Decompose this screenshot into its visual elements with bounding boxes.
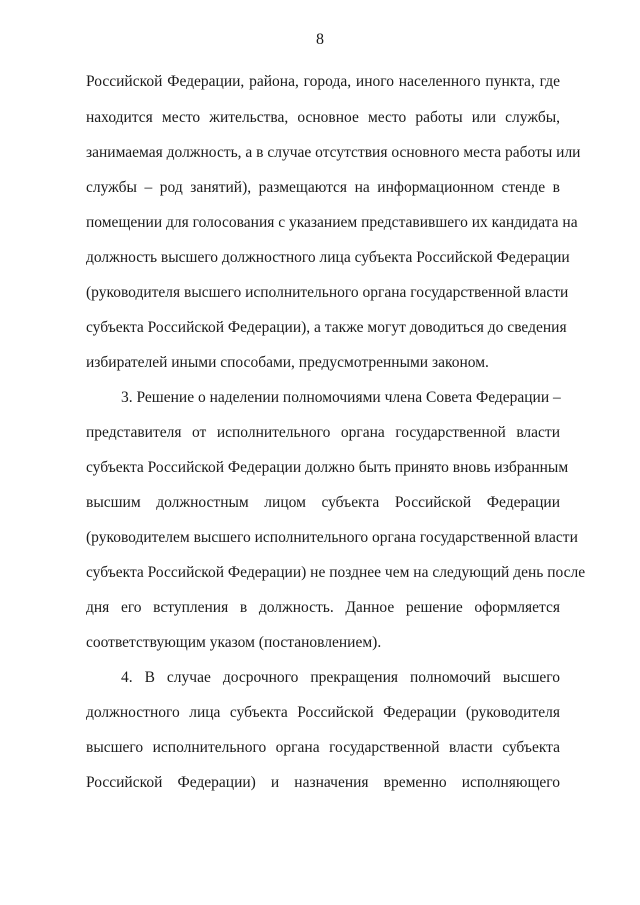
paragraph-item-3-line: представителя от исполнительного органа государственной власти <box>86 424 560 441</box>
page-number: 8 <box>316 31 324 48</box>
paragraph-continuation-line: (руководителя высшего исполнительного органа государственной власти <box>86 284 569 301</box>
paragraph-continuation-line: избирателей иными способами, предусмотренными законом. <box>86 354 489 371</box>
paragraph-item-4-line: высшего исполнительного органа государственной власти субъекта <box>86 739 560 756</box>
paragraph-continuation-line: занимаемая должность, а в случае отсутствия основного места работы или <box>86 144 581 161</box>
paragraph-item-3-line: субъекта Российской Федерации) не позднее чем на следующий день после <box>86 564 586 581</box>
paragraph-continuation-line: службы – род занятий), размещаются на информационном стенде в <box>86 179 560 196</box>
paragraph-item-3-line: соответствующим указом (постановлением). <box>86 634 382 651</box>
paragraph-continuation-line: находится место жительства, основное место работы или службы, <box>86 109 560 126</box>
paragraph-item-3-line: 3. Решение о наделении полномочиями члена Совета Федерации – <box>121 389 561 406</box>
paragraph-item-4-line: 4. В случае досрочного прекращения полномочий высшего <box>121 669 560 686</box>
paragraph-continuation-line: Российской Федерации, района, города, иного населенного пункта, где <box>86 73 560 90</box>
paragraph-continuation-line: субъекта Российской Федерации), а также могут доводиться до сведения <box>86 319 567 336</box>
paragraph-continuation-line: помещении для голосования с указанием представившего их кандидата на <box>86 214 578 231</box>
paragraph-continuation-line: должность высшего должностного лица субъекта Российской Федерации <box>86 249 570 266</box>
paragraph-item-3-line: высшим должностным лицом субъекта Российской Федерации <box>86 494 560 511</box>
paragraph-item-4-line: должностного лица субъекта Российской Федерации (руководителя <box>86 704 560 721</box>
paragraph-item-4-line: Российской Федерации) и назначения временно исполняющего <box>86 774 560 791</box>
paragraph-item-3-line: (руководителем высшего исполнительного органа государственной власти <box>86 529 578 546</box>
paragraph-item-3-line: субъекта Российской Федерации должно быть принято вновь избранным <box>86 459 569 476</box>
paragraph-item-3-line: дня его вступления в должность. Данное решение оформляется <box>86 599 560 616</box>
